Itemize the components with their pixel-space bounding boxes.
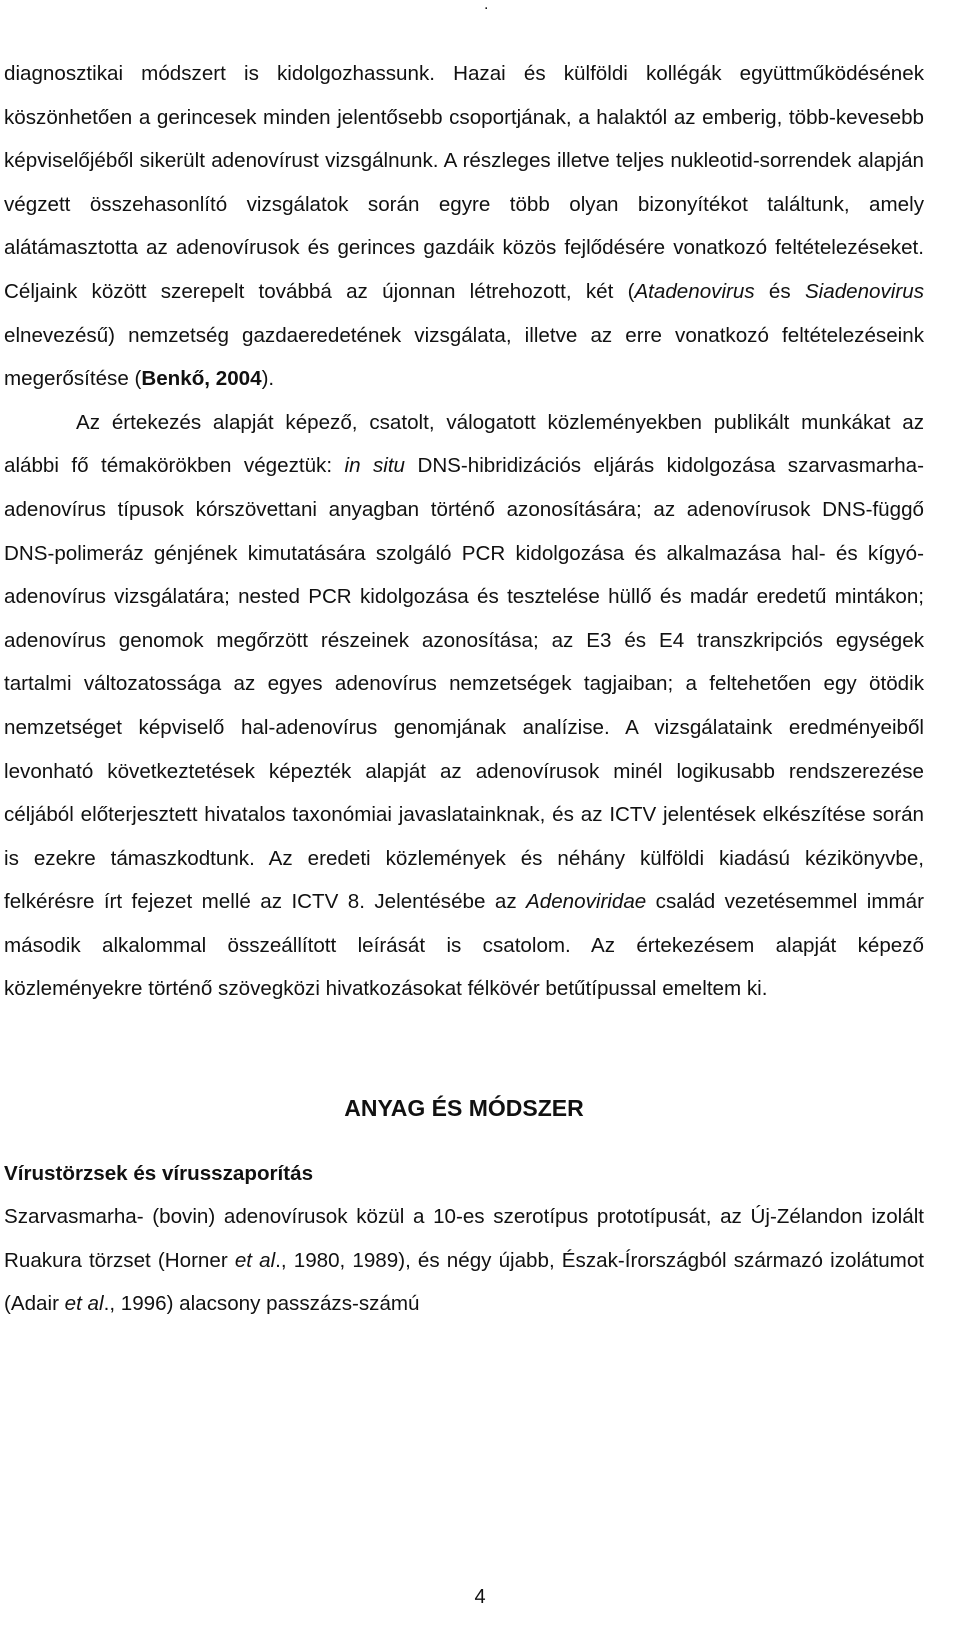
document-body — [4, 52, 924, 1326]
paragraph1-text-4: ). — [261, 367, 275, 391]
paragraph3-text-1: Szarvasmarha- (bovin) adenovírusok közül a 10-es szerotípus prototípusát, az Új-Zélandon izolált Ruakura törzset (Horner — [4, 1205, 924, 1272]
paragraph-summary — [4, 401, 924, 1011]
section-heading: ANYAG ÉS MÓDSZER — [344, 1095, 584, 1122]
paragraph1-text-1: diagnosztikai módszert is kidolgozhassunk. Hazai és külföldi kollégák együttműködésének köszönhetően a gerincesek minden jelentősebb csoportjának, a halaktól az emberig, több-kevesebb képviselőjéből sikerült adenovírust vizsgálnunk. A részleges illetve teljes nukleotid-sorrendek alapján végzett összehasonlító vizsgálatok során egyre több olyan bizonyítékot találtunk, amely alátámasztotta az adenovírusok és gerinces gazdáik közös fejlődésére vonatkozó feltételezéseket. Céljaink között szerepelt továbbá az újonnan létrehozott, két ( — [4, 62, 924, 303]
paragraph1-text-3: elnevezésű) nemzetség gazdaeredetének vizsgálata, illetve az erre vonatkozó feltételezéseink megerősítése ( — [4, 323, 924, 391]
genus-atadenovirus: Atadenovirus — [634, 279, 755, 303]
paragraph-strains — [4, 1195, 924, 1326]
et-al-2: et al — [64, 1292, 104, 1316]
page-number: 4 — [474, 1586, 486, 1608]
paragraph2-text-2: DNS-hibridizációs eljárás kidolgozása szarvasmarha-adenovírus típusok kórszövettani anyagban történő azonosítására; az adenovírusok DNS-függő DNS-polimeráz génjének kimutatására szolgáló PCR kidolgozása és alkalmazása hal- és kígyó-adenovírus vizsgálatára; nested PCR kidolgozása és tesztelése hüllő és madár eredetű mintákon; adenovírus genomok megőrzött részeinek azonosítása; az E3 és E4 transzkripciós egységek tartalmi változatossága az egyes adenovírus nemzetségek tagjaiban; a feltehetően egy ötödik nemzetséget képviselő hal-adenovírus genomjának analízise. A vizsgálataink eredményeiből levonható következtetések képezték alapját az adenovírusok minél logikusabb rendszerezése céljából előterjesztett hivatalos taxonómiai javaslatainknak, és az ICTV jelentések elkészítése során is ezekre támaszkodtunk. Az eredeti közlemények és néhány külföldi kiadású kézikönyvbe, felkérésre írt fejezet mellé az ICTV 8. Jelentésébe az — [4, 454, 924, 914]
citation-benko-2004: Benkő, 2004 — [141, 367, 262, 391]
paragraph-intro-continued — [4, 52, 924, 401]
et-al-1: et al — [234, 1248, 276, 1272]
family-adenoviridae: Adenoviridae — [526, 890, 647, 914]
term-in-situ: in situ — [344, 454, 406, 478]
genus-siadenovirus: Siadenovirus — [804, 279, 924, 303]
paragraph2-text-3: család vezetésemmel immár második alkalommal összeállított leírását is csatolom. Az értekezésem alapját képező közleményekre történő szövegközi hivatkozásokat félkövér betűtípussal emeltem ki. — [4, 890, 924, 1001]
paragraph2-text-1: Az értekezés alapját képező, csatolt, válogatott közleményekben publikált munkákat az alábbi fő témakörökben végeztük: — [4, 410, 924, 478]
subsection-heading: Vírustörzsek és vírusszaporítás — [4, 1161, 314, 1185]
paragraph1-text-2: és — [754, 279, 805, 303]
top-mark: . — [484, 0, 489, 13]
paragraph3-text-2: ., 1980, 1989), és négy újabb, Észak-Írországból származó izolátumot (Adair — [4, 1248, 924, 1316]
paragraph3-text-3: ., 1996) alacsony passzázs-számú — [103, 1292, 420, 1316]
